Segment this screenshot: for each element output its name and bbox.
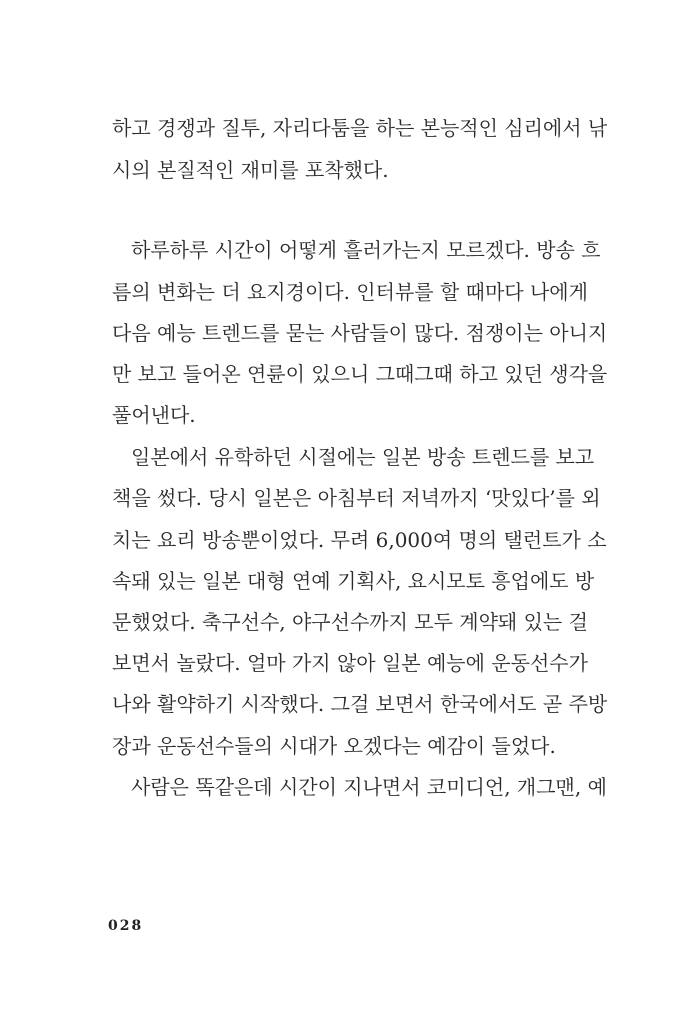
- text-line: 름의 변화는 더 요지경이다. 인터뷰를 할 때마다 나에게: [112, 280, 588, 304]
- text-line: 나와 활약하기 시작했다. 그걸 보면서 한국에서도 곧 주방: [112, 692, 608, 716]
- text-line: 문했었다. 축구선수, 야구선수까지 모두 계약돼 있는 걸: [112, 610, 588, 634]
- text-line: 하고 경쟁과 질투, 자리다툼을 하는 본능적인 심리에서 낚: [112, 116, 608, 140]
- text-line: 장과 운동선수들의 시대가 오겠다는 예감이 들었다.: [112, 734, 556, 758]
- page-number: 028: [108, 918, 144, 934]
- text-line: 보면서 놀랐다. 얼마 가지 않아 일본 예능에 운동선수가: [112, 651, 588, 675]
- text-line: 사람은 똑같은데 시간이 지나면서 코미디언, 개그맨, 예: [131, 775, 607, 799]
- text-line: 시의 본질적인 재미를 포착했다.: [112, 158, 389, 182]
- text-line: 하루하루 시간이 어떻게 흘러가는지 모르겠다. 방송 흐: [131, 238, 601, 262]
- text-line: 일본에서 유학하던 시절에는 일본 방송 트렌드를 보고: [131, 445, 595, 469]
- text-line: 속돼 있는 일본 대형 연예 기획사, 요시모토 흥업에도 방: [112, 569, 595, 593]
- text-line: 풀어낸다.: [112, 403, 196, 427]
- text-line: 치는 요리 방송뿐이었다. 무려 6,000여 명의 탤런트가 소: [112, 528, 607, 552]
- text-line: 다음 예능 트렌드를 묻는 사람들이 많다. 점쟁이는 아니지: [112, 321, 608, 345]
- text-line: 책을 썼다. 당시 일본은 아침부터 저녁까지 ‘맛있다’를 외: [112, 486, 601, 510]
- text-line: 만 보고 들어온 연륜이 있으니 그때그때 하고 있던 생각을: [112, 362, 608, 386]
